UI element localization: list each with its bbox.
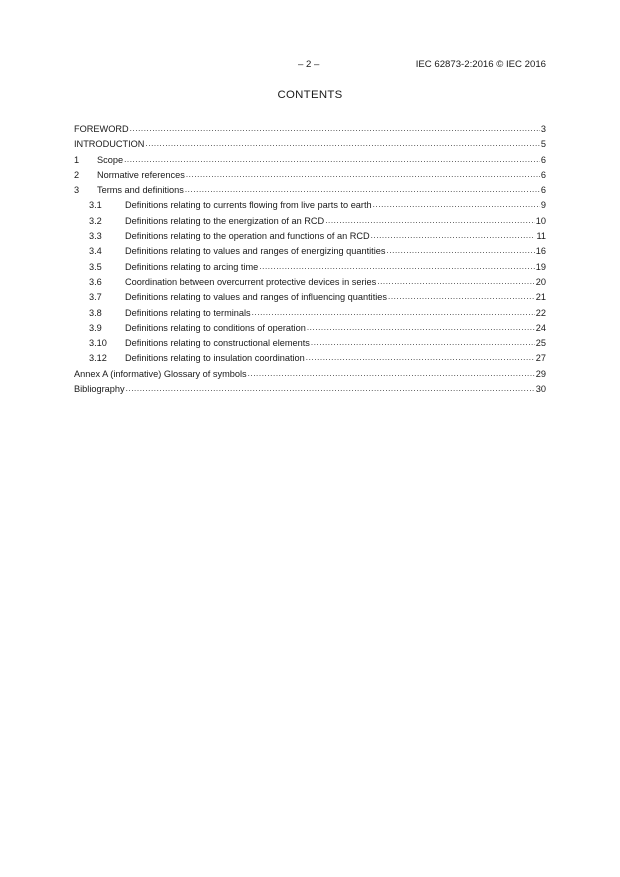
toc-entry-title: Definitions relating to values and ranges of influencing quantities (125, 292, 388, 303)
toc-entry[interactable] (74, 275, 546, 290)
toc-entry-number: 3.8 (89, 307, 102, 318)
toc-entry-number: 3.5 (89, 261, 102, 272)
toc-entry-title: Definitions relating to currents flowing from live parts to earth (125, 200, 372, 211)
toc-entry-page: 30 (535, 384, 546, 395)
toc-entry[interactable] (74, 214, 546, 229)
toc-entry[interactable] (74, 137, 546, 152)
toc-entry[interactable] (74, 122, 546, 137)
toc-entry-title: Normative references (97, 169, 185, 180)
toc-entry-page: 16 (535, 246, 546, 257)
toc-entry-title: Definitions relating to constructional elements (125, 338, 310, 349)
toc-entry-number: 1 (74, 154, 80, 165)
toc-entry-number: 3.9 (89, 322, 102, 333)
toc-entry-number: 3.7 (89, 292, 102, 303)
table-of-contents (74, 122, 546, 397)
toc-entry[interactable] (74, 306, 546, 321)
toc-dot-leader (124, 152, 540, 167)
toc-entry-page: 6 (540, 154, 546, 165)
toc-dot-leader (145, 136, 539, 151)
toc-entry-title: Definitions relating to terminals (125, 307, 251, 318)
toc-entry[interactable] (74, 183, 546, 198)
toc-dot-leader (377, 274, 535, 289)
toc-entry-number: 3.4 (89, 246, 102, 257)
toc-entry-page: 27 (535, 353, 546, 364)
page-header (0, 59, 620, 73)
toc-entry[interactable] (74, 382, 546, 397)
toc-entry[interactable] (74, 367, 546, 382)
toc-dot-leader (371, 228, 536, 243)
toc-entry[interactable] (74, 351, 546, 366)
toc-entry-page: 6 (540, 185, 546, 196)
toc-entry-title: Definitions relating to values and ranges of energizing quantities (125, 246, 386, 257)
toc-entry-title: INTRODUCTION (74, 139, 145, 150)
page-number: – 2 – (298, 59, 320, 70)
toc-entry-title: Definitions relating to arcing time (125, 261, 259, 272)
toc-entry[interactable] (74, 168, 546, 183)
toc-entry-number: 3.2 (89, 215, 102, 226)
toc-entry[interactable] (74, 153, 546, 168)
toc-dot-leader (325, 213, 535, 228)
toc-entry-page: 6 (540, 169, 546, 180)
toc-entry[interactable] (74, 321, 546, 336)
toc-entry-title: Definitions relating to the energization of an RCD (125, 215, 325, 226)
toc-dot-leader (307, 320, 535, 335)
toc-entry-title: Terms and definitions (97, 185, 184, 196)
toc-entry-page: 11 (536, 231, 546, 242)
toc-entry[interactable] (74, 198, 546, 213)
toc-dot-leader (388, 289, 535, 304)
toc-entry-number: 3.1 (89, 200, 102, 211)
toc-dot-leader (386, 243, 534, 258)
toc-entry[interactable] (74, 244, 546, 259)
toc-entry[interactable] (74, 336, 546, 351)
toc-dot-leader (373, 197, 540, 212)
toc-entry-page: 3 (540, 124, 546, 134)
toc-dot-leader (259, 259, 534, 274)
toc-entry-title: FOREWORD (74, 124, 129, 134)
toc-entry-title: Annex A (informative) Glossary of symbols (74, 368, 247, 379)
toc-entry[interactable] (74, 260, 546, 275)
contents-heading: CONTENTS (277, 89, 343, 101)
toc-entry-page: 5 (540, 139, 546, 150)
toc-dot-leader (311, 335, 535, 350)
toc-dot-leader (186, 167, 540, 182)
toc-entry-title: Coordination between overcurrent protective devices in series (125, 276, 377, 287)
toc-dot-leader (248, 366, 535, 381)
toc-entry[interactable] (74, 229, 546, 244)
toc-entry-title: Scope (97, 154, 124, 165)
toc-entry-title: Definitions relating to conditions of operation (125, 322, 306, 333)
toc-entry-number: 3.3 (89, 231, 102, 242)
toc-entry-title: Bibliography (74, 384, 125, 395)
toc-dot-leader (306, 350, 535, 365)
toc-dot-leader (252, 305, 535, 320)
toc-entry-title: Definitions relating to the operation and functions of an RCD (125, 231, 370, 242)
toc-entry-page: 20 (535, 276, 546, 287)
toc-entry-number: 3 (74, 185, 80, 196)
toc-dot-leader (126, 381, 535, 396)
toc-entry-page: 9 (540, 200, 546, 211)
toc-dot-leader (130, 121, 540, 136)
toc-entry-page: 19 (535, 261, 546, 272)
toc-entry-title: Definitions relating to insulation coordination (125, 353, 305, 364)
document-identifier: IEC 62873-2:2016 © IEC 2016 (415, 59, 546, 70)
toc-entry-number: 2 (74, 169, 80, 180)
toc-entry-page: 24 (535, 322, 546, 333)
toc-entry-number: 3.6 (89, 276, 102, 287)
toc-entry-page: 25 (535, 338, 546, 349)
toc-entry-page: 21 (535, 292, 546, 303)
toc-entry-page: 22 (535, 307, 546, 318)
toc-entry-page: 10 (535, 215, 546, 226)
toc-entry-page: 29 (535, 368, 546, 379)
toc-entry[interactable] (74, 290, 546, 305)
toc-entry-number: 3.12 (89, 353, 107, 364)
toc-entry-number: 3.10 (89, 338, 107, 349)
toc-dot-leader (185, 182, 540, 197)
